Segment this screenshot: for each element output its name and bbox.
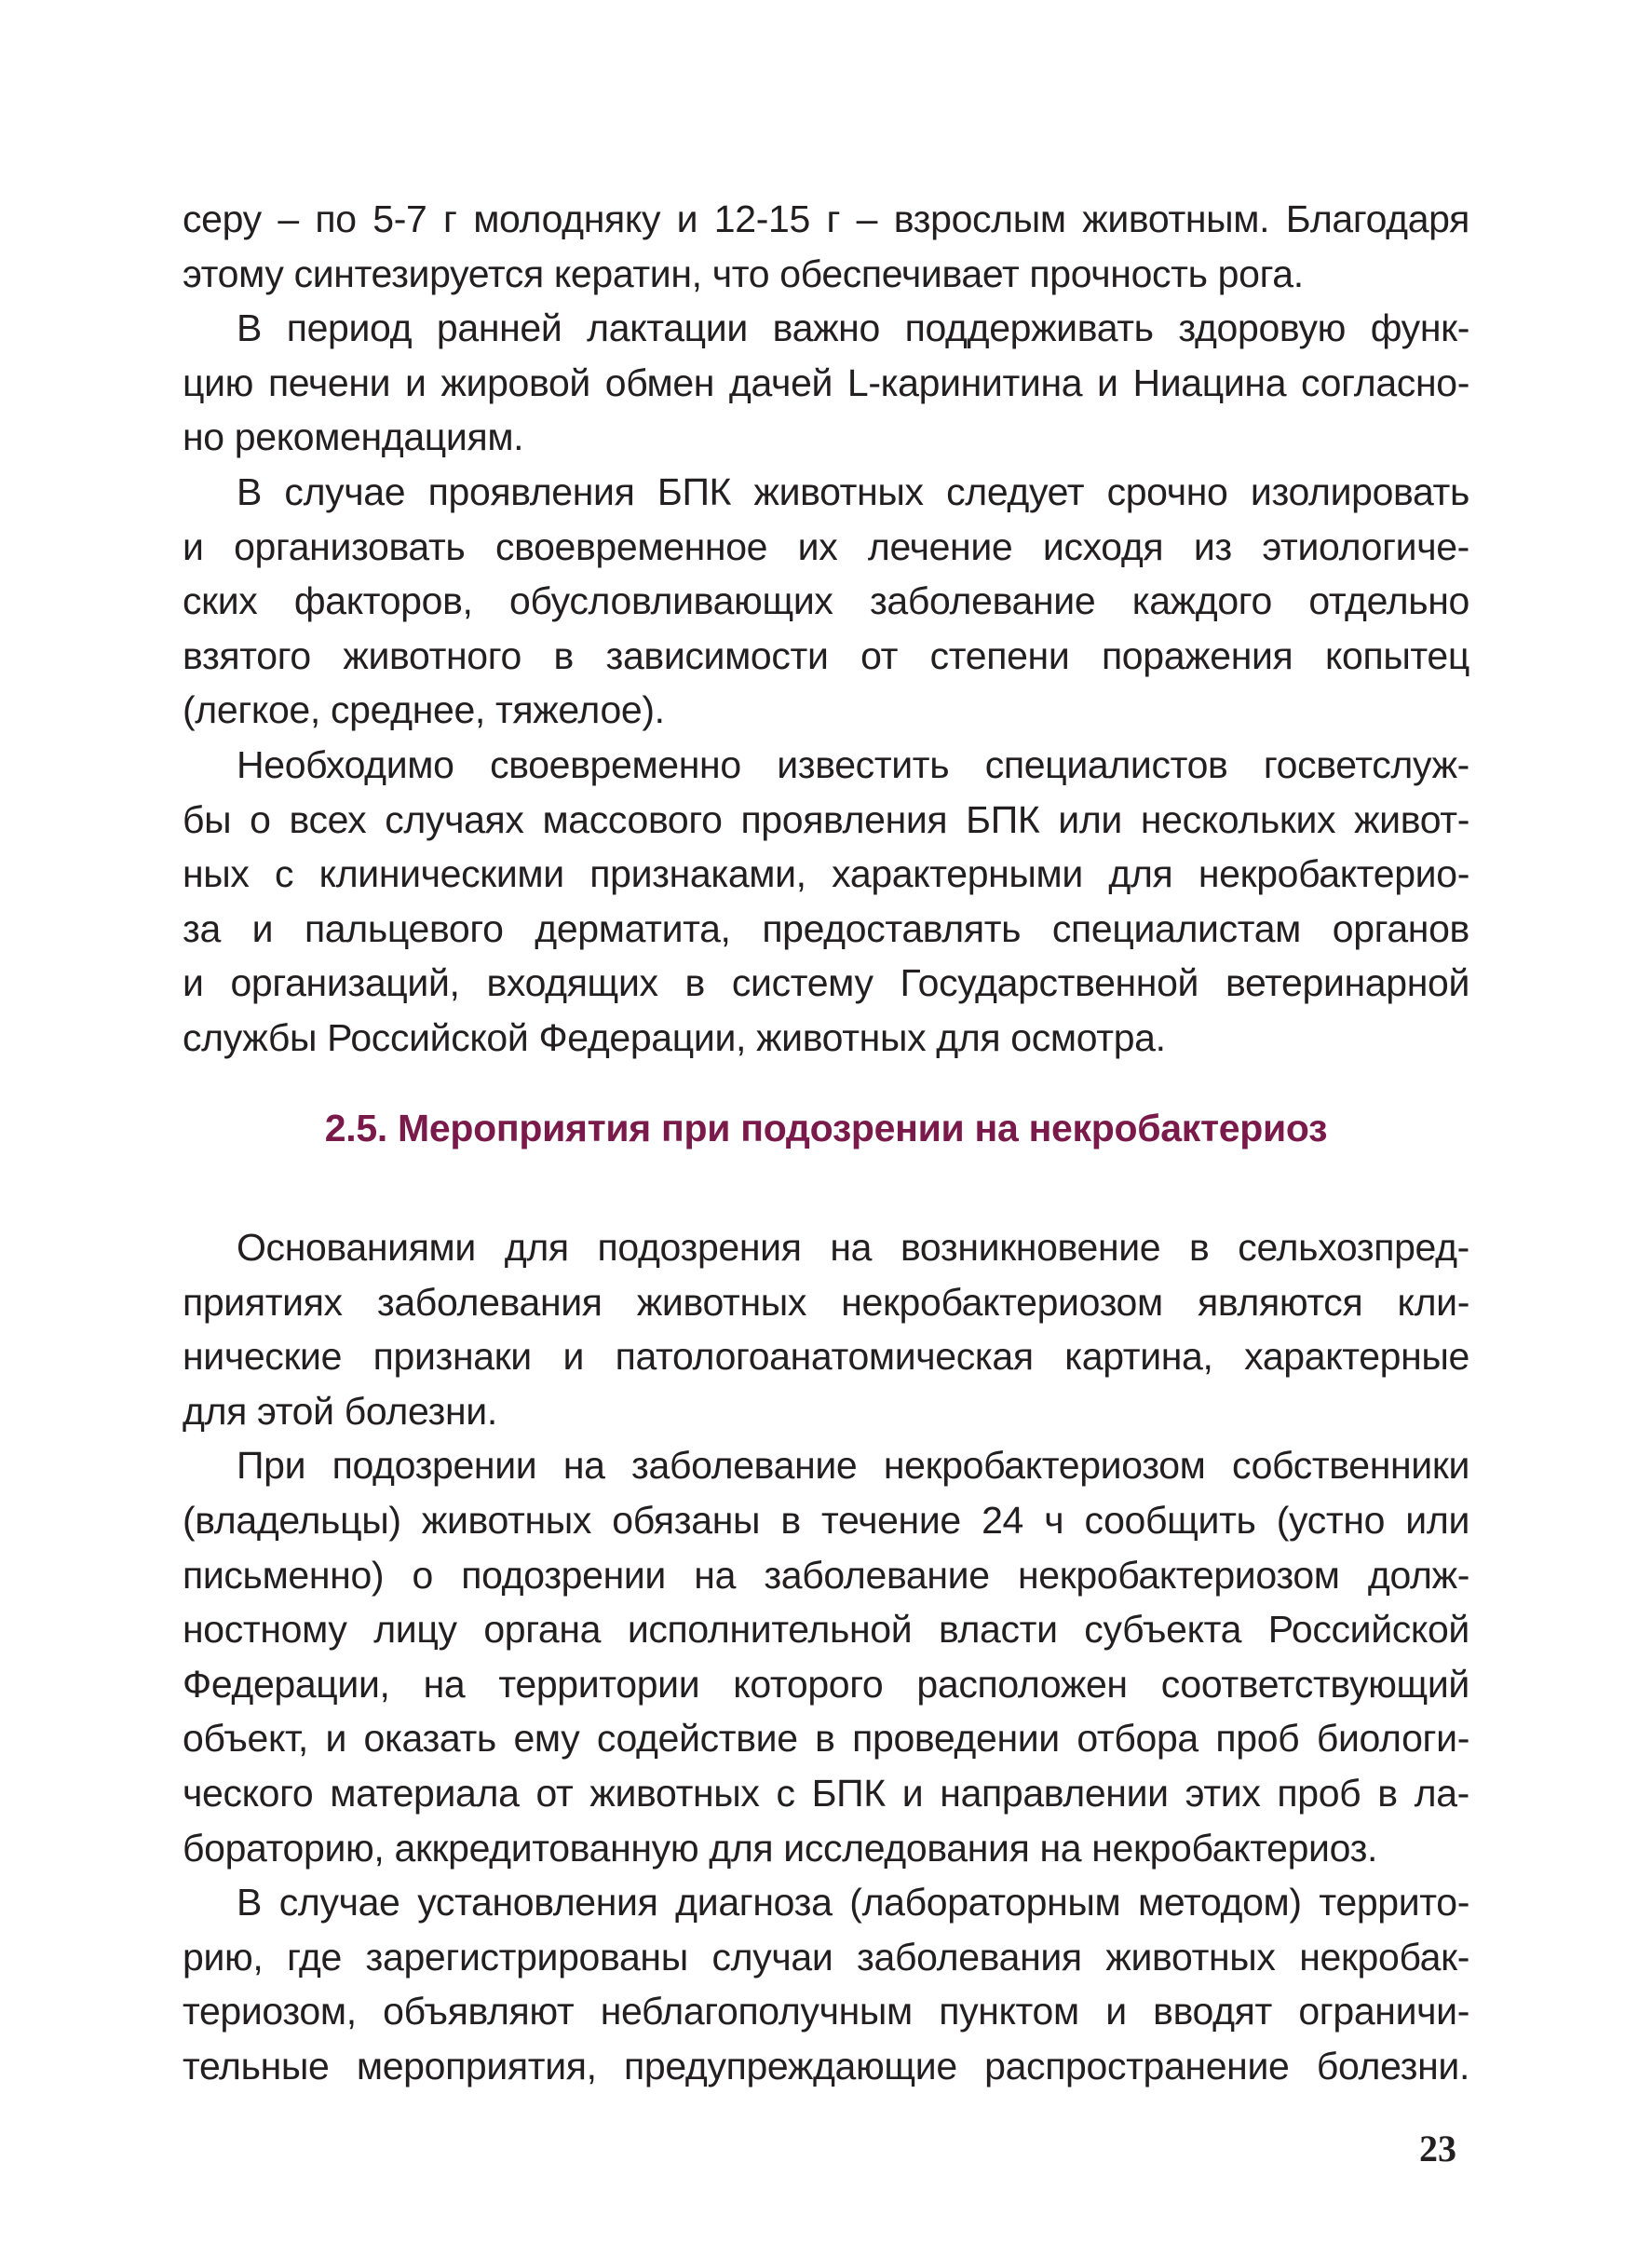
- text-line: В случае проявления БПК животных следует срочно изолировать: [237, 469, 1469, 513]
- text-line: ских факторов, обусловливающих заболевание каждого отдельно: [183, 579, 1469, 623]
- text-line: Основаниями для подозрения на возникновение в сельхозпред-: [237, 1226, 1469, 1269]
- text-line: тельные мероприятия, предупреждающие распространение болезни.: [183, 2044, 1469, 2088]
- text-line: ностному лицу органа исполнительной власти субъекта Российской: [183, 1608, 1469, 1652]
- text-block-before-heading: [183, 192, 1469, 1066]
- text-line: рию, где зарегистрированы случаи заболевания животных некробак-: [183, 1935, 1469, 1979]
- text-line: (легкое, среднее, тяжелое).: [183, 688, 665, 732]
- text-line: письменно) о подозрении на заболевание некробактериозом долж-: [183, 1553, 1469, 1597]
- text-line: ческого материала от животных с БПК и направлении этих проб в ла-: [183, 1771, 1469, 1815]
- text-block-after-heading: [183, 1220, 1469, 2094]
- text-line: В случае установления диагноза (лабораторным методом) террито-: [237, 1881, 1469, 1924]
- text-line: и организовать своевременное их лечение исходя из этиологиче-: [183, 524, 1469, 568]
- text-line: Федерации, на территории которого расположен соответствующий: [183, 1662, 1469, 1706]
- text-line: взятого животного в зависимости от степени поражения копытец: [183, 633, 1469, 677]
- text-line: серу – по 5-7 г молодняку и 12-15 г – взрослым животным. Благодаря: [183, 197, 1469, 240]
- text-line: службы Российской Федерации, животных для осмотра.: [183, 1015, 1166, 1059]
- text-line: приятиях заболевания животных некробактериозом являются кли-: [183, 1280, 1469, 1324]
- section-heading: 2.5. Мероприятия при подозрении на некробактериоз: [324, 1107, 1328, 1149]
- text-line: и организаций, входящих в систему Государственной ветеринарной: [183, 961, 1469, 1005]
- text-line: териозом, объявляют неблагополучным пунктом и вводят ограничи-: [183, 1990, 1469, 2033]
- text-line: бораторию, аккредитованную для исследования на некробактериоз.: [183, 1826, 1378, 1870]
- text-line: за и пальцевого дерматита, предоставлять специалистам органов: [183, 906, 1469, 950]
- text-line: объект, и оказать ему содействие в проведении отбора проб биологи-: [183, 1717, 1469, 1761]
- text-line: В период ранней лактации важно поддерживать здоровую функ-: [237, 306, 1469, 350]
- text-line: нические признаки и патологоанатомическая картина, характерные: [183, 1335, 1469, 1379]
- text-line: цию печени и жировой обмен дачей L-каринитина и Ниацина согласно-: [183, 360, 1469, 404]
- text-line: ных с клиническими признаками, характерными для некробактерио-: [183, 852, 1469, 896]
- text-line: (владельцы) животных обязаны в течение 24 ч сообщить (устно или: [183, 1498, 1469, 1542]
- page-number: 23: [1419, 2128, 1456, 2169]
- text-line: При подозрении на заболевание некробактериозом собственники: [237, 1444, 1469, 1488]
- text-line: Необходимо своевременно известить специалистов госветслуж-: [237, 742, 1469, 786]
- text-line: этому синтезируется кератин, что обеспечивает прочность рога.: [183, 252, 1304, 295]
- text-line: бы о всех случаях массового проявления БПК или нескольких живот-: [183, 797, 1469, 841]
- text-line: но рекомендациям.: [183, 415, 524, 459]
- text-line: для этой болезни.: [183, 1389, 497, 1433]
